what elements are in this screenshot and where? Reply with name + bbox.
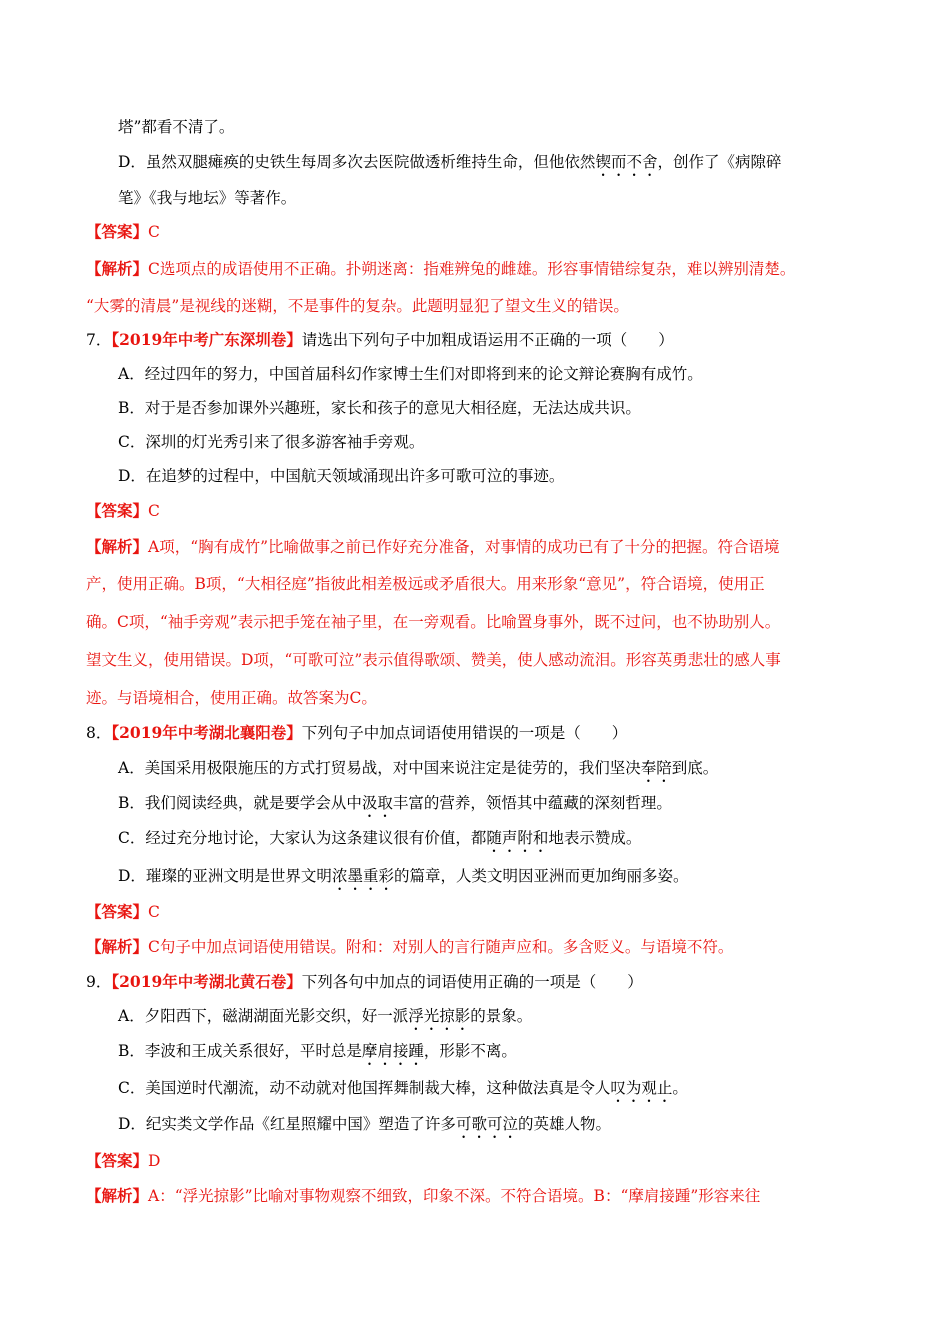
option-pre: A．夕阳西下，磁湖湖面光影交织，好一派	[118, 1007, 409, 1025]
analysis-tag: 【解析】	[86, 537, 149, 556]
option-pre: D．璀璨的亚洲文明是世界文明	[118, 867, 332, 885]
q7-option-b: B．对于是否参加课外兴趣班，家长和孩子的意见大相径庭，无法达成共识。	[118, 399, 641, 417]
option-emphasis: 奉陪	[640, 759, 672, 777]
analysis-tag: 【解析】	[86, 259, 149, 278]
option-post: 地表示赞成。	[548, 829, 642, 847]
answer-value: C	[148, 223, 160, 241]
option-emphasis: 汲取	[361, 794, 393, 812]
answer-tag: 【答案】	[86, 1151, 149, 1170]
option-pre: B．我们阅读经典，就是要学会从中	[118, 794, 362, 812]
q9-option-a	[118, 1006, 532, 1034]
option-post: 的景象。	[470, 1007, 533, 1025]
q6-text-line: 塔”都看不清了。	[118, 118, 235, 136]
answer-tag: 【答案】	[86, 902, 149, 921]
answer-value: C	[148, 502, 160, 520]
q6-option-d	[118, 152, 781, 180]
q8-analysis-line	[86, 937, 733, 957]
option-post: 的篇章，人类文明因亚洲而更加绚丽多姿。	[393, 867, 689, 885]
q6-analysis-line: “大雾的清晨”是视线的迷糊，不是事件的复杂。此题明显犯了望文生义的错误。	[86, 297, 629, 315]
answer-value: D	[148, 1152, 161, 1170]
analysis-tag: 【解析】	[86, 1186, 149, 1205]
q8-answer	[86, 902, 160, 922]
q7-option-a: A．经过四年的努力，中国首届科幻作家博士生们对即将到来的论文辩论赛胸有成竹。	[118, 365, 703, 383]
question-stem: 下列各句中加点的词语使用正确的一项是（ ）	[301, 973, 643, 991]
analysis-tag: 【解析】	[86, 937, 149, 956]
option-post: ，形影不离。	[423, 1042, 517, 1060]
question-source: 【2019年中考广东深圳卷】	[111, 330, 302, 349]
question-stem: 请选出下列句子中加粗成语运用不正确的一项（ ）	[301, 331, 674, 349]
q8-stem	[86, 723, 627, 743]
q6-analysis-line	[86, 259, 795, 279]
q9-option-b	[118, 1041, 517, 1069]
q9-stem	[86, 972, 643, 992]
option-post: 。	[672, 1079, 688, 1097]
question-source: 【2019年中考湖北襄阳卷】	[111, 723, 302, 742]
option-emphasis: 叹为观止	[610, 1079, 673, 1097]
q9-analysis-line	[86, 1186, 760, 1206]
question-number: 7．	[86, 331, 112, 349]
option-emphasis: 可歌可泣	[455, 1115, 518, 1133]
q6-answer	[86, 222, 160, 242]
answer-value: C	[148, 903, 160, 921]
option-pre: D．纪实类文学作品《红星照耀中国》塑造了许多	[118, 1115, 456, 1133]
answer-tag: 【答案】	[86, 222, 149, 241]
option-pre: C．美国逆时代潮流，动不动就对他国挥舞制裁大棒，这种做法真是令人	[118, 1079, 611, 1097]
q9-answer	[86, 1151, 160, 1171]
analysis-text: A项，“胸有成竹”比喻做事之前已作好充分准备，对事情的成功已有了十分的把握。符合语境	[148, 538, 780, 556]
q6-option-d-emphasis: 锲而不舍	[595, 153, 658, 171]
q7-answer	[86, 501, 160, 521]
q7-analysis-line: 产，使用正确。B项，“大相径庭”指彼此相差极远或矛盾很大。用来形象“意见”，符合语境，使用正	[86, 575, 765, 593]
analysis-text: C选项点的成语使用不正确。扑朔迷离：指难辨兔的雌雄。形容事情错综复杂，难以辨别清楚。	[148, 260, 796, 278]
option-emphasis: 浓墨重彩	[331, 867, 394, 885]
q7-option-d: D．在追梦的过程中，中国航天领域涌现出许多可歌可泣的事迹。	[118, 467, 565, 485]
option-emphasis: 摩肩接踵	[361, 1042, 424, 1060]
q6-option-d-pre: D．虽然双腿瘫痪的史铁生每周多次去医院做透析维持生命，但他依然	[118, 153, 596, 171]
q8-option-b	[118, 793, 672, 821]
q8-option-a	[118, 758, 718, 786]
q7-analysis-line: 确。C项，“袖手旁观”表示把手笼在袖子里，在一旁观看。比喻置身事外，既不过问，也不协助别人。	[86, 613, 781, 631]
analysis-text: A：“浮光掠影”比喻对事物观察不细致，印象不深。不符合语境。B：“摩肩接踵”形容来往	[148, 1187, 761, 1205]
q8-option-c	[118, 828, 641, 856]
q9-option-d	[118, 1114, 611, 1142]
question-source: 【2019年中考湖北黄石卷】	[111, 972, 302, 991]
q7-analysis-line	[86, 537, 780, 557]
question-stem: 下列句子中加点词语使用错误的一项是（ ）	[301, 724, 628, 742]
option-post: 到底。	[671, 759, 719, 777]
question-number: 8．	[86, 724, 112, 742]
option-post: 丰富的营养，领悟其中蕴藏的深刻哲理。	[392, 794, 672, 812]
option-post: 的英雄人物。	[517, 1115, 611, 1133]
analysis-text: C句子中加点词语使用错误。附和：对别人的言行随声应和。多含贬义。与语境不符。	[148, 938, 734, 956]
q6-option-d-post: ，创作了《病隙碎	[657, 153, 782, 171]
q7-option-c: C．深圳的灯光秀引来了很多游客袖手旁观。	[118, 433, 425, 451]
q7-analysis-line: 迹。与语境相合，使用正确。故答案为C。	[86, 689, 377, 707]
q9-option-c	[118, 1078, 688, 1106]
option-emphasis: 随声附和	[486, 829, 549, 847]
q6-option-d-cont: 笔》《我与地坛》等著作。	[118, 189, 297, 207]
q7-analysis-line: 望文生义，使用错误。D项，“可歌可泣”表示值得歌颂、赞美，使人感动流泪。形容英勇悲壮的感人事	[86, 651, 781, 669]
q8-option-d	[118, 866, 688, 894]
question-number: 9．	[86, 973, 112, 991]
option-pre: B．李波和王成关系很好，平时总是	[118, 1042, 362, 1060]
option-pre: A．美国采用极限施压的方式打贸易战，对中国来说注定是徒劳的，我们坚决	[118, 759, 641, 777]
option-pre: C．经过充分地讨论，大家认为这条建议很有价值，都	[118, 829, 487, 847]
answer-tag: 【答案】	[86, 501, 149, 520]
q7-stem	[86, 330, 674, 350]
option-emphasis: 浮光掠影	[408, 1007, 471, 1025]
